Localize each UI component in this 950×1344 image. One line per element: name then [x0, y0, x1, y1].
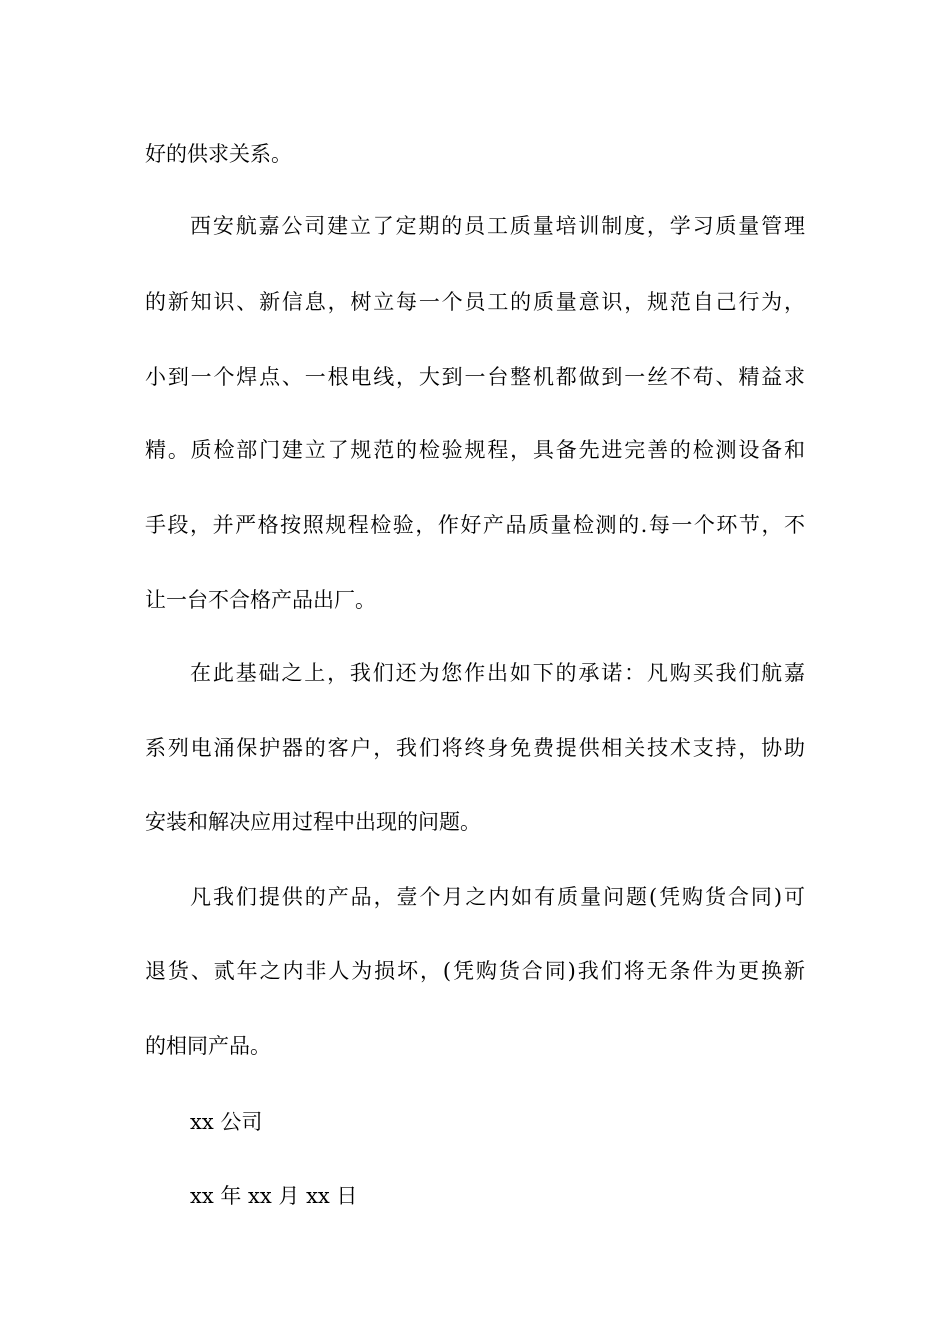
paragraph-line: 凡我们提供的产品，壹个月之内如有质量问题(凭购货合同)可: [190, 885, 805, 909]
paragraph-line: 精。质检部门建立了规范的检验规程，具备先进完善的检测设备和: [145, 438, 805, 462]
paragraph-line: 让一台不合格产品出厂。: [145, 588, 376, 612]
paragraph-line: 退货、贰年之内非人为损坏，(凭购货合同)我们将无条件为更换新: [145, 959, 805, 983]
paragraph-line: 手段，并严格按照规程检验，作好产品质量检测的.每一个环节，不: [145, 513, 805, 537]
paragraph-line: 系列电涌保护器的客户，我们将终身免费提供相关技术支持，协助: [145, 736, 805, 760]
signature-date: xx 年 xx 月 xx 日: [190, 1184, 358, 1208]
paragraph-line: 的新知识、新信息，树立每一个员工的质量意识，规范自己行为，: [145, 290, 805, 314]
paragraph-line: 小到一个焊点、一根电线，大到一台整机都做到一丝不苟、精益求: [145, 365, 805, 389]
signature-company: xx 公司: [190, 1110, 263, 1134]
paragraph-line: 西安航嘉公司建立了定期的员工质量培训制度，学习质量管理: [190, 214, 805, 238]
paragraph-line: 的相同产品。: [145, 1034, 271, 1058]
paragraph-line: 在此基础之上，我们还为您作出如下的承诺：凡购买我们航嘉: [190, 661, 805, 685]
paragraph-line: 好的供求关系。: [145, 142, 292, 166]
paragraph-line: 安装和解决应用过程中出现的问题。: [145, 810, 481, 834]
